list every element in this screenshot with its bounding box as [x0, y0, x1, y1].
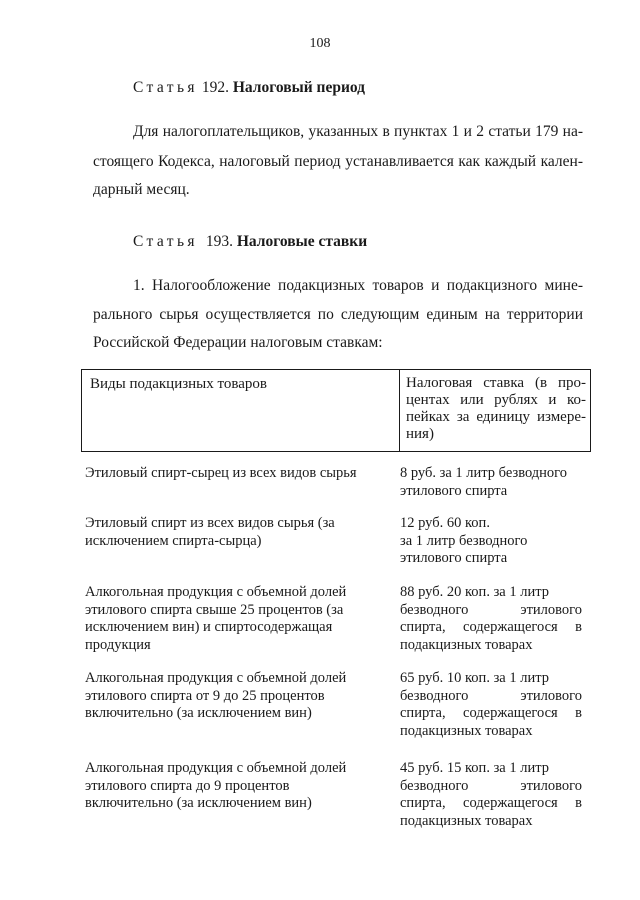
- article-192-heading: [133, 79, 365, 97]
- article-192-number: 192.: [201, 79, 229, 96]
- article-193-text-line: рального сырья осуществляется по следующим единым на территории: [93, 306, 583, 323]
- goods-line: исключением вин) и спиртосодержащая: [85, 619, 333, 635]
- table-row-goods: [85, 670, 385, 723]
- goods-line: Алкогольная продукция с объемной долей: [85, 670, 347, 686]
- goods-line: включительно (за исключением вин): [85, 705, 312, 721]
- goods-line: исключением спирта-сырца): [85, 532, 262, 549]
- rates-table-header: [81, 369, 591, 452]
- header-tax-rate-line: центах или рублях и ко-: [406, 392, 586, 408]
- goods-line: продукция: [85, 636, 151, 653]
- article-192-text-line: Для налогоплательщиков, указанных в пунктах 1 и 2 статьи 179 на-: [133, 123, 583, 140]
- rate-line: подакцизных товарах: [400, 636, 533, 653]
- rate-line: безводного этилового: [400, 601, 582, 618]
- article-193-label: Статья: [133, 233, 198, 250]
- rate-line: 12 руб. 60 коп.: [400, 515, 490, 531]
- article-193-number: 193.: [205, 233, 233, 250]
- rate-line: этилового спирта: [400, 482, 508, 499]
- table-row-rate: [400, 760, 582, 830]
- rate-line: спирта, содержащегося в: [400, 795, 582, 811]
- article-193-title: Налоговые ставки: [236, 233, 368, 250]
- table-row-goods: [85, 465, 385, 483]
- goods-line: Этиловый спирт-сырец из всех видов сырья: [85, 465, 357, 481]
- table-row-rate: [400, 515, 582, 568]
- table-row-goods: [85, 760, 385, 813]
- rate-line: безводного этилового: [400, 777, 582, 794]
- rate-line: за 1 литр безводного: [400, 532, 528, 549]
- article-192-text-line: стоящего Кодекса, налоговый период устанавливается как каждый кален-: [93, 153, 583, 170]
- goods-line: Алкогольная продукция с объемной долей: [85, 760, 347, 776]
- header-tax-rate-line: Налоговая ставка (в про-: [406, 375, 586, 391]
- article-193-text-line: Российской Федерации налоговым ставкам:: [93, 334, 383, 351]
- table-row-rate: [400, 670, 582, 740]
- goods-line: Алкогольная продукция с объемной долей: [85, 584, 347, 600]
- rate-line: безводного этилового: [400, 687, 582, 704]
- header-tax-rate-line: пейках за единицу измере-: [406, 409, 586, 425]
- rate-line: этилового спирта: [400, 550, 508, 566]
- header-tax-rate: [406, 375, 586, 443]
- goods-line: Этиловый спирт из всех видов сырья (за: [85, 515, 335, 531]
- rate-line: спирта, содержащегося в: [400, 705, 582, 721]
- table-row-rate: [400, 584, 582, 654]
- article-193-heading: [133, 233, 367, 251]
- header-goods-types: Виды подакцизных товаров: [90, 376, 267, 392]
- article-192-text-line: дарный месяц.: [93, 181, 190, 198]
- rate-line: 88 руб. 20 коп. за 1 литр: [400, 584, 549, 600]
- header-tax-rate-line: ния): [406, 426, 434, 442]
- article-192-title: Налоговый период: [232, 79, 366, 96]
- goods-line: этилового спирта от 9 до 25 процентов: [85, 687, 325, 704]
- article-193-text-line: 1. Налогообложение подакцизных товаров и подакцизного мине-: [133, 277, 583, 294]
- goods-line: включительно (за исключением вин): [85, 795, 312, 811]
- rate-line: 45 руб. 15 коп. за 1 литр: [400, 760, 549, 776]
- rate-line: спирта, содержащегося в: [400, 619, 582, 635]
- goods-line: этилового спирта до 9 процентов: [85, 777, 290, 794]
- rate-line: 8 руб. за 1 литр безводного: [400, 465, 567, 481]
- article-192-label: Статья: [133, 79, 198, 96]
- table-column-divider: [399, 370, 400, 451]
- rate-line: подакцизных товарах: [400, 722, 533, 739]
- table-row-rate: [400, 465, 582, 500]
- rate-line: 65 руб. 10 коп. за 1 литр: [400, 670, 549, 686]
- table-row-goods: [85, 515, 385, 550]
- goods-line: этилового спирта свыше 25 процентов (за: [85, 601, 344, 618]
- rate-line: подакцизных товарах: [400, 812, 533, 829]
- table-row-goods: [85, 584, 385, 654]
- page-number: 108: [309, 36, 331, 51]
